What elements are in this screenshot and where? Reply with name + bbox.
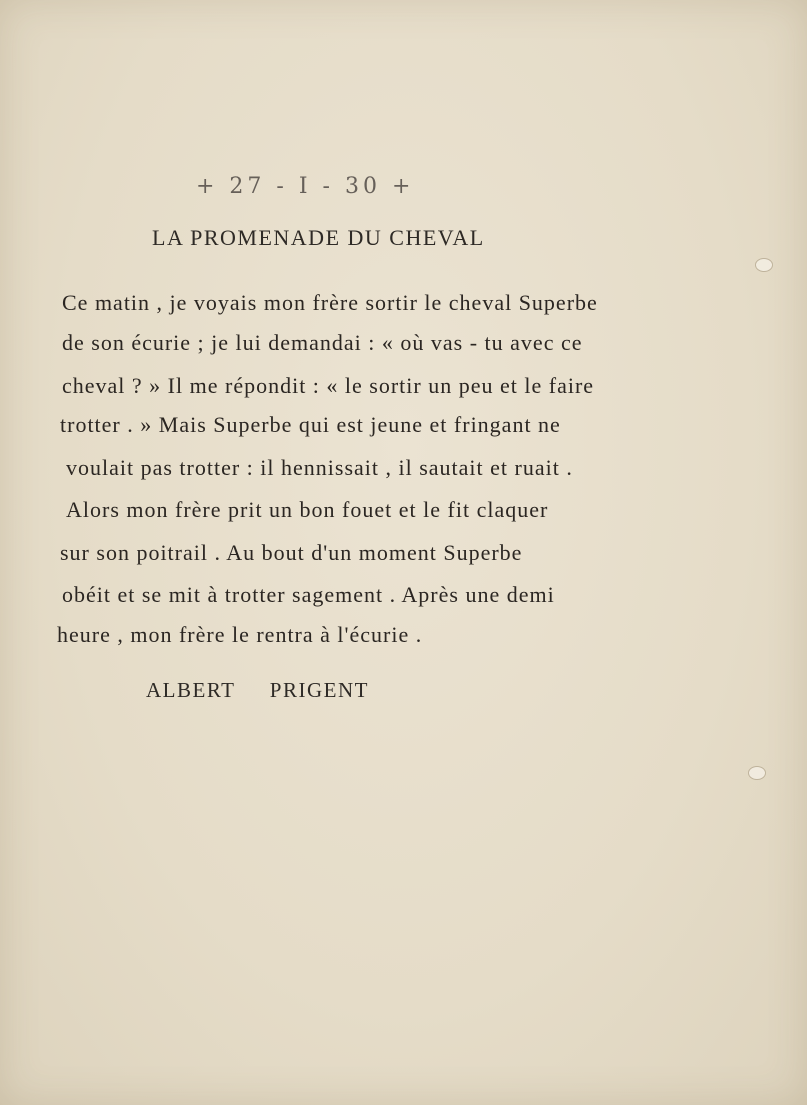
body-line-9: heure , mon frère le rentra à l'écurie . bbox=[57, 622, 423, 647]
body-line-7: sur son poitrail . Au bout d'un moment Superbe bbox=[60, 540, 523, 565]
signature: ALBERT PRIGENT bbox=[146, 678, 369, 702]
page-title: LA PROMENADE DU CHEVAL bbox=[152, 225, 485, 250]
punch-hole-bottom bbox=[748, 766, 766, 780]
body-line-8: obéit et se mit à trotter sagement . Après une demi bbox=[62, 582, 555, 607]
body-line-5: voulait pas trotter : il hennissait , il sautait et ruait . bbox=[66, 455, 573, 480]
body-line-3: cheval ? » Il me répondit : « le sortir un peu et le faire bbox=[62, 373, 595, 398]
body-line-6: Alors mon frère prit un bon fouet et le fit claquer bbox=[66, 497, 549, 522]
body-line-2: de son écurie ; je lui demandai : « où vas - tu avec ce bbox=[62, 330, 583, 355]
body-line-4: trotter . » Mais Superbe qui est jeune et fringant ne bbox=[60, 412, 561, 437]
body-line-1: Ce matin , je voyais mon frère sortir le cheval Superbe bbox=[62, 290, 598, 315]
date-line: + 27 - I - 30 + bbox=[196, 174, 415, 199]
punch-hole-top bbox=[755, 258, 773, 272]
